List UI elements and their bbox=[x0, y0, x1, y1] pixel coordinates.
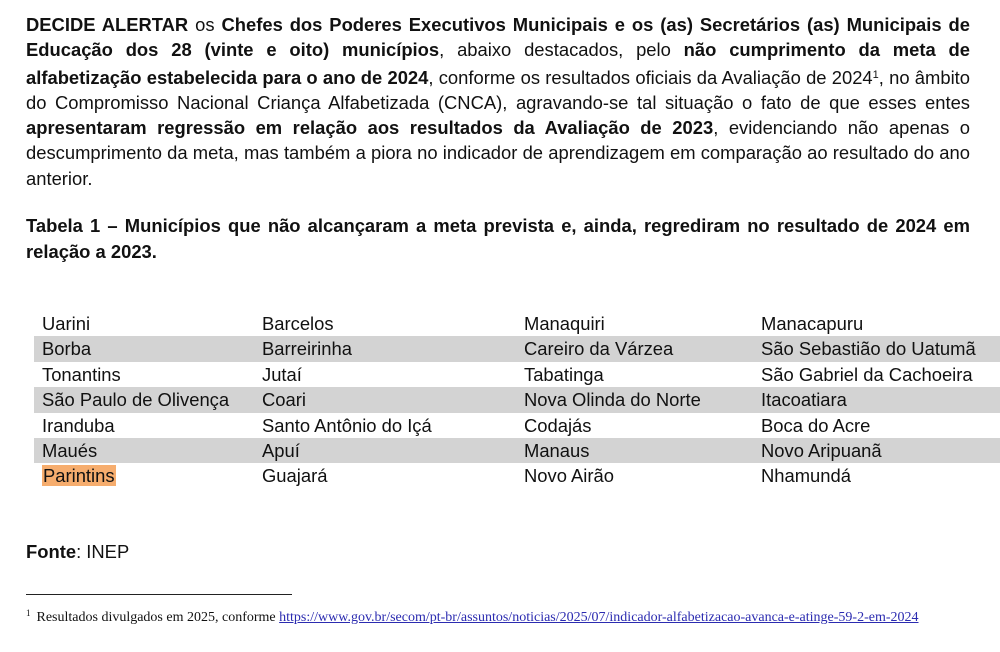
addressees: Chefes dos Poderes Executivos Municipais e os (as) Secretários (as) Municipais de Educação dos 28 (vinte e oito) municípios bbox=[26, 14, 970, 61]
footnote bbox=[26, 604, 970, 627]
table-row bbox=[34, 387, 1000, 412]
municipality-name: Nova Olinda do Norte bbox=[524, 389, 701, 411]
municipalities-table bbox=[34, 311, 1000, 489]
municipality-name: Nhamundá bbox=[761, 465, 851, 487]
municipality-cell bbox=[516, 413, 753, 438]
municipality-cell bbox=[254, 463, 516, 488]
municipality-cell bbox=[254, 362, 516, 387]
municipality-cell bbox=[753, 311, 1000, 336]
municipality-cell bbox=[753, 413, 1000, 438]
footnote-separator bbox=[26, 594, 292, 595]
municipality-cell bbox=[34, 362, 254, 387]
paragraph-text: , no âmbito do Compromisso Nacional Criança Alfabetizada (CNCA), agravando-se tal situação o fato de que esses entes bbox=[26, 66, 971, 113]
footnote-number: 1 bbox=[26, 608, 31, 618]
municipality-name: Maués bbox=[42, 440, 98, 462]
municipality-cell bbox=[516, 311, 753, 336]
municipality-cell bbox=[753, 463, 1000, 488]
municipality-cell bbox=[254, 336, 516, 361]
municipality-name: Parintins bbox=[43, 465, 115, 487]
municipality-cell bbox=[753, 438, 1000, 463]
regression-statement: apresentaram regressão em relação aos resultados da Avaliação de 2023 bbox=[26, 117, 714, 139]
municipality-name: Uarini bbox=[42, 313, 91, 334]
municipality-cell bbox=[34, 438, 254, 463]
table-row bbox=[34, 438, 1000, 463]
municipality-cell bbox=[753, 336, 1000, 361]
decision-paragraph bbox=[26, 12, 970, 191]
table-source bbox=[26, 540, 129, 564]
municipality-cell bbox=[254, 311, 516, 336]
table-row bbox=[34, 362, 1000, 387]
municipality-name: Novo Aripuanã bbox=[761, 440, 882, 462]
footnote-text: Resultados divulgados em 2025, conforme bbox=[36, 610, 280, 625]
municipality-name: Manaquiri bbox=[524, 313, 605, 334]
table-caption: Tabela 1 – Municípios que não alcançaram a meta prevista e, ainda, regrediram no resultado de 2024 em relação a 2023. bbox=[26, 215, 970, 262]
municipality-name: Barcelos bbox=[262, 313, 334, 334]
goal-noncompliance: não cumprimento da meta de alfabetização estabelecida para o ano de 2024 bbox=[26, 39, 970, 88]
table-row bbox=[34, 311, 1000, 336]
municipality-cell bbox=[254, 413, 516, 438]
municipality-cell bbox=[34, 413, 254, 438]
municipality-cell bbox=[34, 463, 254, 488]
footnote-link[interactable]: https://www.gov.br/secom/pt-br/assuntos/noticias/2025/07/indicador-alfabetizacao-avanca-e-atinge-59-2-em-2024 bbox=[279, 610, 919, 625]
municipality-name: São Gabriel da Cachoeira bbox=[761, 363, 973, 385]
municipality-cell bbox=[753, 387, 1000, 412]
source-label: Fonte bbox=[26, 541, 77, 562]
paragraph-text: os bbox=[188, 14, 222, 35]
municipality-cell bbox=[34, 311, 254, 336]
municipality-name: Itacoatiara bbox=[761, 389, 847, 411]
table-row bbox=[34, 463, 1000, 488]
municipality-name: Manaus bbox=[524, 440, 590, 462]
municipality-name: Jutaí bbox=[262, 363, 302, 385]
municipality-name: São Sebastião do Uatumã bbox=[761, 338, 976, 360]
municipality-cell bbox=[516, 362, 753, 387]
municipality-name: Novo Airão bbox=[524, 465, 614, 487]
municipality-name: Borba bbox=[42, 338, 92, 360]
municipality-name: Coari bbox=[262, 389, 306, 411]
municipalities-table-body bbox=[34, 311, 1000, 489]
municipality-cell bbox=[516, 336, 753, 361]
municipality-cell bbox=[34, 387, 254, 412]
municipality-name: Careiro da Várzea bbox=[524, 338, 674, 360]
municipality-name: Tonantins bbox=[42, 363, 121, 385]
municipality-name: São Paulo de Olivença bbox=[42, 389, 230, 411]
municipality-name: Barreirinha bbox=[262, 338, 352, 360]
paragraph-text: , abaixo destacados, pelo bbox=[439, 39, 684, 61]
municipality-name: Boca do Acre bbox=[761, 414, 871, 436]
municipality-cell bbox=[753, 362, 1000, 387]
municipality-name: Iranduba bbox=[42, 414, 115, 436]
table-row bbox=[34, 336, 1000, 361]
municipality-cell bbox=[516, 387, 753, 412]
footnote-reference[interactable]: 1 bbox=[872, 68, 879, 81]
table-row bbox=[34, 413, 1000, 438]
municipality-name: Tabatinga bbox=[524, 363, 604, 385]
municipality-name: Guajará bbox=[262, 465, 328, 487]
municipality-name: Santo Antônio do Içá bbox=[262, 414, 432, 436]
paragraph-text: , conforme os resultados oficiais da Avaliação de 2024 bbox=[428, 66, 873, 88]
municipality-cell bbox=[254, 387, 516, 412]
municipality-cell bbox=[516, 438, 753, 463]
municipality-name: Codajás bbox=[524, 414, 592, 436]
municipality-name: Apuí bbox=[262, 440, 300, 462]
municipality-name: Manacapuru bbox=[761, 313, 864, 334]
municipality-cell bbox=[254, 438, 516, 463]
municipality-cell bbox=[34, 336, 254, 361]
paragraph-text: , evidenciando não apenas o descumprimento da meta, mas também a piora no indicador de aprendizagem em comparação ao resultado do ano anterior. bbox=[26, 117, 970, 189]
municipality-cell bbox=[516, 463, 753, 488]
source-value: : INEP bbox=[76, 541, 130, 562]
decision-verb: DECIDE ALERTAR bbox=[26, 14, 189, 35]
